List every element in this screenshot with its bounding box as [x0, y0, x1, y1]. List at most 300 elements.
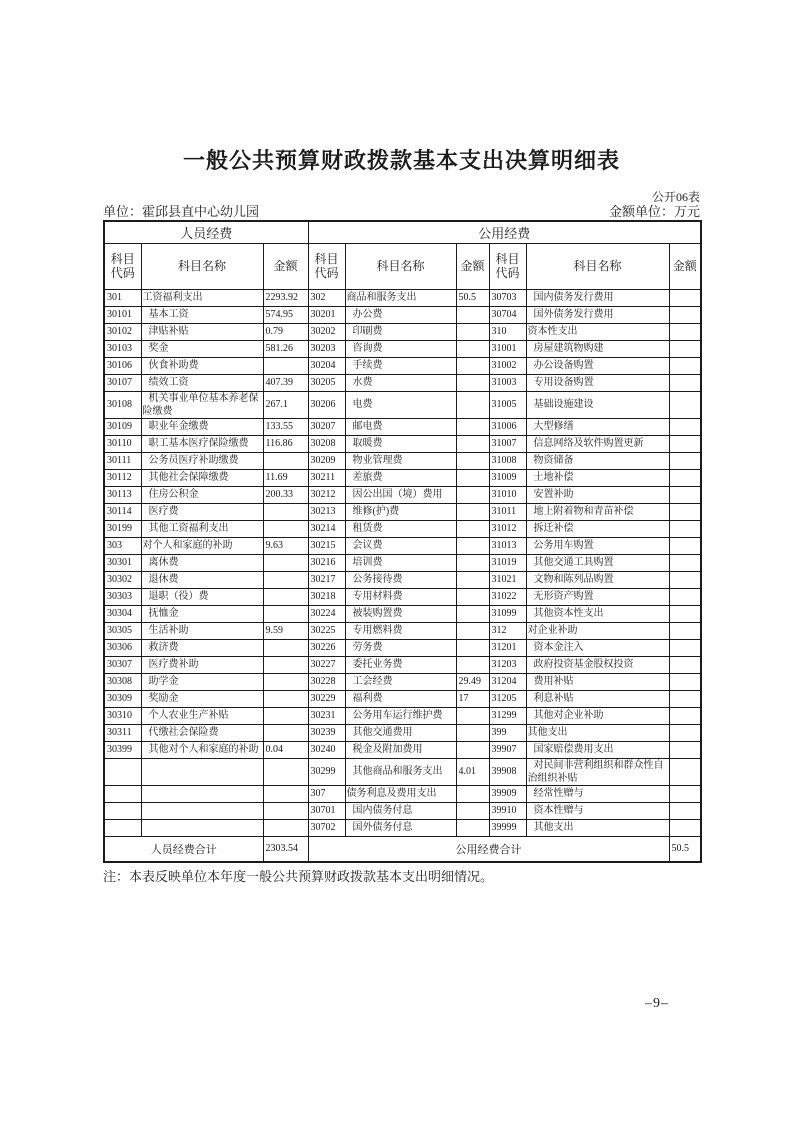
- amount-cell: [456, 306, 489, 323]
- name-cell: 退职（役）费: [141, 588, 263, 605]
- name-cell: 经常性赠与: [526, 785, 669, 802]
- amount-cell: [456, 622, 489, 639]
- amount-cell: 0.79: [263, 323, 308, 340]
- public-total-value: 50.5: [669, 836, 701, 862]
- column-header: 科目代码: [308, 243, 345, 289]
- amount-cell: [456, 656, 489, 673]
- amount-cell: [669, 819, 701, 836]
- code-cell: 39999: [489, 819, 526, 836]
- code-cell: 30217: [308, 571, 345, 588]
- code-cell: 30204: [308, 357, 345, 374]
- amount-cell: [263, 588, 308, 605]
- name-cell: 医疗费补助: [141, 656, 263, 673]
- amount-cell: [456, 435, 489, 452]
- code-cell: 30111: [104, 452, 141, 469]
- name-cell: 办公设备购置: [526, 357, 669, 374]
- name-cell: 政府投资基金股权投资: [526, 656, 669, 673]
- amount-cell: [669, 785, 701, 802]
- amount-cell: [669, 503, 701, 520]
- name-cell: 对企业补助: [526, 622, 669, 639]
- table-row: [104, 374, 701, 391]
- code-cell: 30228: [308, 673, 345, 690]
- code-cell: 30109: [104, 418, 141, 435]
- amount-cell: [669, 435, 701, 452]
- amount-cell: [669, 418, 701, 435]
- amount-cell: [669, 357, 701, 374]
- name-cell: 离休费: [141, 554, 263, 571]
- personnel-total-value: 2303.54: [263, 836, 308, 862]
- table-row: [104, 357, 701, 374]
- table-row: [104, 605, 701, 622]
- amount-cell: [263, 690, 308, 707]
- column-header-row: [104, 243, 701, 289]
- table-row: [104, 741, 701, 758]
- amount-cell: [263, 724, 308, 741]
- code-cell: [104, 819, 141, 836]
- code-cell: 30209: [308, 452, 345, 469]
- amount-cell: [263, 605, 308, 622]
- code-cell: 30216: [308, 554, 345, 571]
- name-cell: 专用燃料费: [345, 622, 456, 639]
- code-cell: 31006: [489, 418, 526, 435]
- name-cell: 咨询费: [345, 340, 456, 357]
- name-cell: 其他社会保障缴费: [141, 469, 263, 486]
- name-cell: 抚恤金: [141, 605, 263, 622]
- name-cell: 其他对个人和家庭的补助: [141, 741, 263, 758]
- amount-cell: 9.63: [263, 537, 308, 554]
- column-header: 金额: [456, 243, 489, 289]
- name-cell: 邮电费: [345, 418, 456, 435]
- amount-cell: [263, 503, 308, 520]
- amount-cell: [263, 802, 308, 819]
- code-cell: 301: [104, 289, 141, 306]
- table-row: [104, 690, 701, 707]
- name-cell: 信息网络及软件购置更新: [526, 435, 669, 452]
- table-row: [104, 503, 701, 520]
- name-cell: 劳务费: [345, 639, 456, 656]
- code-cell: 30311: [104, 724, 141, 741]
- amount-cell: [669, 469, 701, 486]
- code-cell: 30102: [104, 323, 141, 340]
- table-row: [104, 639, 701, 656]
- code-cell: 30199: [104, 520, 141, 537]
- table-row: [104, 323, 701, 340]
- name-cell: 差旅费: [345, 469, 456, 486]
- code-cell: 30213: [308, 503, 345, 520]
- code-cell: 30214: [308, 520, 345, 537]
- amount-cell: [456, 819, 489, 836]
- table-footer: [104, 836, 701, 862]
- table-row: [104, 391, 701, 418]
- amount-cell: [456, 724, 489, 741]
- name-cell: 伙食补助费: [141, 357, 263, 374]
- name-cell: 印刷费: [345, 323, 456, 340]
- name-cell: 培训费: [345, 554, 456, 571]
- name-cell: 公务接待费: [345, 571, 456, 588]
- code-cell: 30703: [489, 289, 526, 306]
- amount-cell: [669, 289, 701, 306]
- code-cell: 31005: [489, 391, 526, 418]
- amount-cell: [456, 571, 489, 588]
- name-cell: 利息补贴: [526, 690, 669, 707]
- code-cell: 31002: [489, 357, 526, 374]
- name-cell: 大型修缮: [526, 418, 669, 435]
- amount-cell: [669, 391, 701, 418]
- amount-cell: 574.95: [263, 306, 308, 323]
- code-cell: 30113: [104, 486, 141, 503]
- code-cell: 31205: [489, 690, 526, 707]
- amount-cell: 2293.92: [263, 289, 308, 306]
- name-cell: 其他商品和服务支出: [345, 758, 456, 785]
- amount-cell: [263, 758, 308, 785]
- amount-cell: [456, 452, 489, 469]
- code-cell: [104, 785, 141, 802]
- name-cell: 工资福利支出: [141, 289, 263, 306]
- amount-cell: [669, 452, 701, 469]
- table-row: [104, 622, 701, 639]
- amount-cell: 9.59: [263, 622, 308, 639]
- code-cell: 30106: [104, 357, 141, 374]
- name-cell: 地上附着物和青苗补偿: [526, 503, 669, 520]
- code-cell: 31013: [489, 537, 526, 554]
- amount-cell: [669, 707, 701, 724]
- code-cell: 39910: [489, 802, 526, 819]
- code-cell: 303: [104, 537, 141, 554]
- amount-cell: [669, 520, 701, 537]
- amount-cell: [669, 588, 701, 605]
- code-cell: 31007: [489, 435, 526, 452]
- code-cell: 30201: [308, 306, 345, 323]
- code-cell: 31012: [489, 520, 526, 537]
- code-cell: 39907: [489, 741, 526, 758]
- code-cell: 39909: [489, 785, 526, 802]
- code-cell: 30224: [308, 605, 345, 622]
- name-cell: 对民间非营利组织和群众性自治组织补贴: [526, 758, 669, 785]
- amount-cell: [263, 554, 308, 571]
- amount-cell: [669, 323, 701, 340]
- table-header: [104, 221, 701, 289]
- code-cell: 399: [489, 724, 526, 741]
- name-cell: 奖励金: [141, 690, 263, 707]
- amount-cell: [669, 554, 701, 571]
- code-cell: 31008: [489, 452, 526, 469]
- amount-cell: [669, 639, 701, 656]
- page-number: –9–: [645, 996, 669, 1011]
- amount-cell: [263, 656, 308, 673]
- name-cell: 资本金注入: [526, 639, 669, 656]
- amount-cell: 200.33: [263, 486, 308, 503]
- amount-cell: [263, 819, 308, 836]
- amount-cell: 407.39: [263, 374, 308, 391]
- amount-cell: [669, 306, 701, 323]
- table-row: [104, 554, 701, 571]
- total-row: [104, 836, 701, 862]
- personnel-total-label: 人员经费合计: [104, 836, 263, 862]
- name-cell: 公务员医疗补助缴费: [141, 452, 263, 469]
- group-header-row: [104, 221, 701, 243]
- code-cell: 31019: [489, 554, 526, 571]
- column-header: 科目代码: [104, 243, 141, 289]
- amount-cell: 50.5: [456, 289, 489, 306]
- amount-cell: [456, 605, 489, 622]
- code-cell: 310: [489, 323, 526, 340]
- amount-cell: [456, 554, 489, 571]
- code-cell: 31022: [489, 588, 526, 605]
- code-cell: 30227: [308, 656, 345, 673]
- code-cell: 30308: [104, 673, 141, 690]
- amount-cell: 29.49: [456, 673, 489, 690]
- name-cell: 绩效工资: [141, 374, 263, 391]
- code-cell: 31003: [489, 374, 526, 391]
- code-cell: 30211: [308, 469, 345, 486]
- amount-unit-label: 金额单位：万元: [608, 204, 700, 219]
- name-cell: 取暖费: [345, 435, 456, 452]
- name-cell: 其他交通费用: [345, 724, 456, 741]
- public-total-label: 公用经费合计: [308, 836, 669, 862]
- code-cell: 30704: [489, 306, 526, 323]
- amount-cell: [263, 571, 308, 588]
- amount-cell: [263, 520, 308, 537]
- table-row: [104, 758, 701, 785]
- name-cell: 其他资本性支出: [526, 605, 669, 622]
- name-cell: 工会经费: [345, 673, 456, 690]
- code-cell: 30309: [104, 690, 141, 707]
- name-cell: [141, 819, 263, 836]
- name-cell: 对个人和家庭的补助: [141, 537, 263, 554]
- code-cell: 312: [489, 622, 526, 639]
- code-cell: 30114: [104, 503, 141, 520]
- code-cell: 30310: [104, 707, 141, 724]
- name-cell: 国内债务发行费用: [526, 289, 669, 306]
- code-cell: 30218: [308, 588, 345, 605]
- code-cell: 30205: [308, 374, 345, 391]
- amount-cell: [669, 690, 701, 707]
- form-number-label: 公开06表: [651, 190, 700, 204]
- code-cell: 30101: [104, 306, 141, 323]
- table-row: [104, 418, 701, 435]
- amount-cell: 133.55: [263, 418, 308, 435]
- code-cell: 30110: [104, 435, 141, 452]
- name-cell: 手续费: [345, 357, 456, 374]
- table-row: [104, 306, 701, 323]
- amount-cell: [669, 673, 701, 690]
- code-cell: 30103: [104, 340, 141, 357]
- amount-cell: [263, 707, 308, 724]
- amount-cell: [456, 418, 489, 435]
- table-row: [104, 724, 701, 741]
- column-header: 科目代码: [489, 243, 526, 289]
- code-cell: 30299: [308, 758, 345, 785]
- name-cell: 物业管理费: [345, 452, 456, 469]
- code-cell: 30303: [104, 588, 141, 605]
- name-cell: 公务用车运行维护费: [345, 707, 456, 724]
- code-cell: 30208: [308, 435, 345, 452]
- name-cell: 其他交通工具购置: [526, 554, 669, 571]
- amount-cell: [456, 802, 489, 819]
- code-cell: 31201: [489, 639, 526, 656]
- amount-cell: [669, 486, 701, 503]
- name-cell: 委托业务费: [345, 656, 456, 673]
- amount-cell: [669, 802, 701, 819]
- table-row: [104, 802, 701, 819]
- meta-row: [103, 204, 700, 220]
- code-cell: 30301: [104, 554, 141, 571]
- amount-cell: [456, 785, 489, 802]
- amount-cell: 4.01: [456, 758, 489, 785]
- code-cell: 30231: [308, 707, 345, 724]
- name-cell: 代缴社会保险费: [141, 724, 263, 741]
- amount-cell: 0.04: [263, 741, 308, 758]
- amount-cell: [456, 639, 489, 656]
- amount-cell: [456, 503, 489, 520]
- amount-cell: 116.86: [263, 435, 308, 452]
- amount-cell: [263, 785, 308, 802]
- name-cell: 生活补助: [141, 622, 263, 639]
- amount-cell: 581.26: [263, 340, 308, 357]
- name-cell: 因公出国（境）费用: [345, 486, 456, 503]
- amount-cell: [669, 605, 701, 622]
- amount-cell: [456, 588, 489, 605]
- name-cell: 房屋建筑物购建: [526, 340, 669, 357]
- code-cell: 30108: [104, 391, 141, 418]
- table-row: [104, 656, 701, 673]
- name-cell: 基础设施建设: [526, 391, 669, 418]
- name-cell: 办公费: [345, 306, 456, 323]
- amount-cell: [456, 486, 489, 503]
- amount-cell: [456, 374, 489, 391]
- code-cell: 30701: [308, 802, 345, 819]
- amount-cell: [669, 340, 701, 357]
- table-row: [104, 819, 701, 836]
- name-cell: 电费: [345, 391, 456, 418]
- name-cell: 无形资产购置: [526, 588, 669, 605]
- amount-cell: [456, 707, 489, 724]
- amount-cell: [669, 741, 701, 758]
- code-cell: 302: [308, 289, 345, 306]
- code-cell: 30306: [104, 639, 141, 656]
- name-cell: 被装购置费: [345, 605, 456, 622]
- name-cell: [141, 785, 263, 802]
- table-row: [104, 435, 701, 452]
- code-cell: 30240: [308, 741, 345, 758]
- table-row: [104, 486, 701, 503]
- name-cell: 其他支出: [526, 819, 669, 836]
- column-header: 科目名称: [345, 243, 456, 289]
- name-cell: 安置补助: [526, 486, 669, 503]
- amount-cell: [456, 520, 489, 537]
- code-cell: 30207: [308, 418, 345, 435]
- name-cell: 土地补偿: [526, 469, 669, 486]
- code-cell: [104, 802, 141, 819]
- table-row: [104, 785, 701, 802]
- amount-cell: 11.69: [263, 469, 308, 486]
- code-cell: 30203: [308, 340, 345, 357]
- name-cell: 基本工资: [141, 306, 263, 323]
- amount-cell: [456, 391, 489, 418]
- name-cell: 费用补贴: [526, 673, 669, 690]
- code-cell: 31204: [489, 673, 526, 690]
- amount-cell: [456, 340, 489, 357]
- code-cell: 31009: [489, 469, 526, 486]
- code-cell: 30307: [104, 656, 141, 673]
- code-cell: 30702: [308, 819, 345, 836]
- table-row: [104, 707, 701, 724]
- amount-cell: [669, 622, 701, 639]
- name-cell: 文物和陈列品购置: [526, 571, 669, 588]
- code-cell: 30302: [104, 571, 141, 588]
- code-cell: 31203: [489, 656, 526, 673]
- code-cell: 30212: [308, 486, 345, 503]
- name-cell: 专用材料费: [345, 588, 456, 605]
- name-cell: 奖金: [141, 340, 263, 357]
- column-header: 科目名称: [526, 243, 669, 289]
- amount-cell: [669, 758, 701, 785]
- amount-cell: [263, 639, 308, 656]
- amount-cell: [456, 357, 489, 374]
- code-cell: 31001: [489, 340, 526, 357]
- table-row: [104, 571, 701, 588]
- code-cell: 31021: [489, 571, 526, 588]
- name-cell: 其他支出: [526, 724, 669, 741]
- budget-table: [103, 220, 702, 863]
- group-header-public: 公用经费: [308, 221, 701, 243]
- column-header: 金额: [669, 243, 701, 289]
- amount-cell: [263, 452, 308, 469]
- document-content: [103, 146, 700, 885]
- amount-cell: [669, 571, 701, 588]
- table-row: [104, 289, 701, 306]
- table-row: [104, 673, 701, 690]
- table-row: [104, 520, 701, 537]
- name-cell: 资本性赠与: [526, 802, 669, 819]
- code-cell: 30202: [308, 323, 345, 340]
- code-cell: 30305: [104, 622, 141, 639]
- name-cell: 其他对企业补助: [526, 707, 669, 724]
- code-cell: 30229: [308, 690, 345, 707]
- code-cell: 39908: [489, 758, 526, 785]
- page-title: 一般公共预算财政拨款基本支出决算明细表: [182, 148, 620, 173]
- column-header: 金额: [263, 243, 308, 289]
- name-cell: 职业年金缴费: [141, 418, 263, 435]
- name-cell: 职工基本医疗保险缴费: [141, 435, 263, 452]
- name-cell: 公务用车购置: [526, 537, 669, 554]
- name-cell: 国外债务发行费用: [526, 306, 669, 323]
- name-cell: 会议费: [345, 537, 456, 554]
- name-cell: 其他工资福利支出: [141, 520, 263, 537]
- name-cell: 退休费: [141, 571, 263, 588]
- code-cell: 31011: [489, 503, 526, 520]
- amount-cell: [669, 656, 701, 673]
- code-cell: 30304: [104, 605, 141, 622]
- code-cell: 30226: [308, 639, 345, 656]
- name-cell: 国外债务付息: [345, 819, 456, 836]
- name-cell: 住房公积金: [141, 486, 263, 503]
- amount-cell: [669, 374, 701, 391]
- amount-cell: [263, 357, 308, 374]
- table-body: [104, 289, 701, 836]
- code-cell: 30399: [104, 741, 141, 758]
- name-cell: 维修(护)费: [345, 503, 456, 520]
- name-cell: 租赁费: [345, 520, 456, 537]
- code-cell: 31299: [489, 707, 526, 724]
- unit-name: 单位：霍邱县直中心幼儿园: [103, 204, 260, 219]
- table-row: [104, 452, 701, 469]
- amount-cell: 17: [456, 690, 489, 707]
- name-cell: 津贴补贴: [141, 323, 263, 340]
- name-cell: 债务利息及费用支出: [345, 785, 456, 802]
- amount-cell: 267.1: [263, 391, 308, 418]
- code-cell: 30239: [308, 724, 345, 741]
